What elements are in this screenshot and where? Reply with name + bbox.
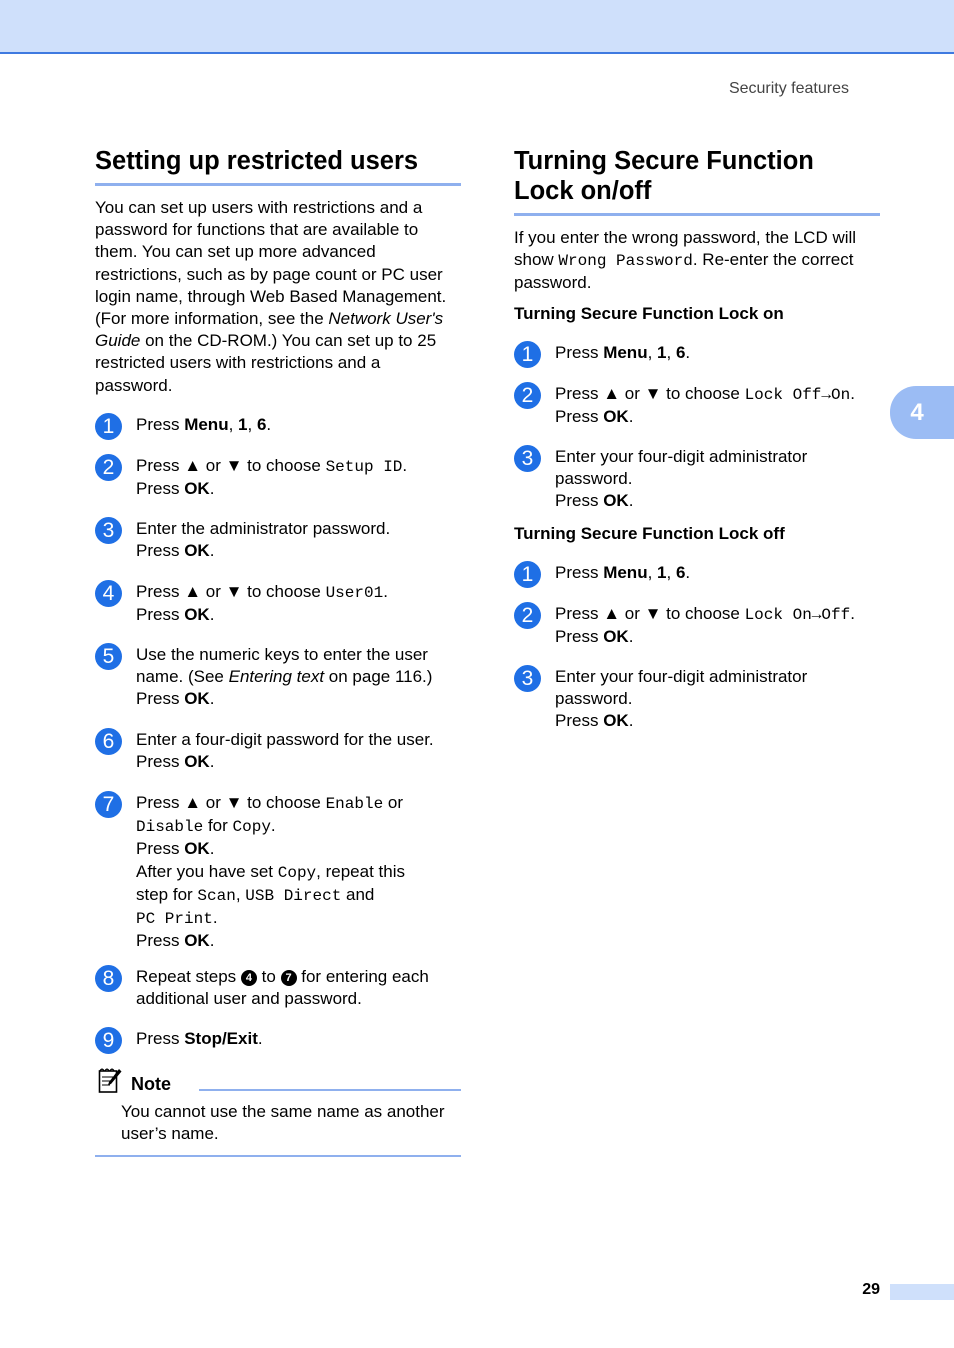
running-head: Security features xyxy=(728,80,849,97)
up-arrow-icon: ▲ xyxy=(184,582,202,601)
step-text: Press Menu, 1, 6. xyxy=(555,343,691,362)
lcd-option: PC Print xyxy=(136,910,213,929)
step-text: Enter your four-digit administrator password. Press OK. xyxy=(555,447,808,511)
lcd-option: Enable xyxy=(325,795,384,813)
lcd-option: Copy xyxy=(232,818,271,837)
step-number: 8 xyxy=(95,965,122,992)
step-reference-icon: 4 xyxy=(241,970,257,986)
step-number: 6 xyxy=(95,728,122,755)
lcd-option: Scan xyxy=(197,886,236,905)
step-number: 4 xyxy=(95,580,122,607)
lcd-option: User01 xyxy=(325,584,384,602)
lcd-option: Setup ID xyxy=(325,458,403,476)
lcd-option: Copy xyxy=(277,863,317,882)
step-text: Press Stop/Exit. xyxy=(136,1029,263,1048)
step-number: 5 xyxy=(95,643,122,670)
intro-paragraph xyxy=(95,197,461,397)
note-divider xyxy=(199,1089,461,1091)
step-number: 2 xyxy=(95,454,122,481)
step-number: 2 xyxy=(514,602,541,629)
step-text: Press Menu, 1, 6. xyxy=(555,563,691,582)
down-arrow-icon: ▼ xyxy=(225,456,243,475)
down-arrow-icon: ▼ xyxy=(225,582,243,601)
up-arrow-icon: ▲ xyxy=(184,793,202,812)
lcd-option: Lock Off→On xyxy=(744,386,851,404)
page-number: 29 xyxy=(862,1281,880,1298)
lcd-option: USB Direct xyxy=(245,886,342,905)
up-arrow-icon: ▲ xyxy=(603,604,621,623)
subheading-lock-on: Turning Secure Function Lock on xyxy=(514,304,784,323)
step-number: 3 xyxy=(514,665,541,692)
step-number: 7 xyxy=(95,791,122,818)
up-arrow-icon: ▲ xyxy=(184,456,202,475)
step-reference-icon: 7 xyxy=(281,970,297,986)
note-text: You cannot use the same name as another user’s name. xyxy=(121,1102,445,1144)
intro-text-end: on the CD-ROM.) You can set up to 25 restricted users with restrictions and a password. xyxy=(95,331,437,395)
section-title-secure-function-lock: Turning Secure Function Lock on/off xyxy=(514,146,880,216)
intro-text: You can set up users with restrictions and a password for functions that are available to them. You can set up more advanced restrictions, such as by page count or PC user login name, through Web Based Management. (For more information, see the xyxy=(95,198,447,329)
step-number: 1 xyxy=(95,413,122,440)
chapter-tab: 4 xyxy=(890,386,954,439)
down-arrow-icon: ▼ xyxy=(225,793,243,812)
page-number-band xyxy=(890,1284,954,1300)
step-text: Press Menu, 1, 6. xyxy=(136,415,272,434)
step-text: Press ▲ or ▼ to choose Lock Off→On. Press OK. xyxy=(555,384,855,427)
lcd-option: Disable xyxy=(136,818,204,837)
step-text: Use the numeric keys to enter the user name. (See Entering text on page 116.) Press OK. xyxy=(136,645,433,709)
down-arrow-icon: ▼ xyxy=(644,604,662,623)
lcd-message: Wrong Password xyxy=(558,252,693,271)
step-text: Enter a four-digit password for the user. Press OK. xyxy=(136,730,434,772)
lcd-option: Lock On→Off xyxy=(744,606,851,624)
header-band xyxy=(0,0,954,54)
step-text: Repeat steps 4 to 7 for entering each additional user and password. xyxy=(136,967,429,1009)
note-label: Note xyxy=(131,1074,171,1094)
subheading-lock-off: Turning Secure Function Lock off xyxy=(514,524,785,543)
note-bottom-rule xyxy=(95,1155,461,1157)
step-number: 3 xyxy=(514,445,541,472)
up-arrow-icon: ▲ xyxy=(603,384,621,403)
intro-paragraph: If you enter the wrong password, the LCD will show Wrong Password. Re-enter the correct password. xyxy=(514,228,857,293)
step-text: Enter the administrator password. Press OK. xyxy=(136,519,391,561)
step-text: Press ▲ or ▼ to choose Lock On→Off. Press OK. xyxy=(555,604,855,647)
step-number: 2 xyxy=(514,382,541,409)
step-number: 9 xyxy=(95,1027,122,1054)
step-text: Press ▲ or ▼ to choose Setup ID. Press OK. xyxy=(136,456,408,499)
down-arrow-icon: ▼ xyxy=(644,384,662,403)
section-title-restricted-users: Setting up restricted users xyxy=(95,146,461,186)
step-number: 3 xyxy=(95,517,122,544)
step-number: 1 xyxy=(514,561,541,588)
step-text: Press ▲ or ▼ to choose Enable or Disable for Copy. Press OK. After you have set Copy, repeat this step for Scan, USB Direct and PC Print. Press OK. xyxy=(136,793,405,951)
guide-reference: Network User's Guide xyxy=(95,309,444,351)
step-text: Press ▲ or ▼ to choose User01. Press OK. xyxy=(136,582,388,625)
step-number: 1 xyxy=(514,341,541,368)
note-pencil-icon xyxy=(98,1068,122,1094)
cross-reference: Entering text xyxy=(228,667,325,687)
step-text: Enter your four-digit administrator password. Press OK. xyxy=(555,667,808,731)
